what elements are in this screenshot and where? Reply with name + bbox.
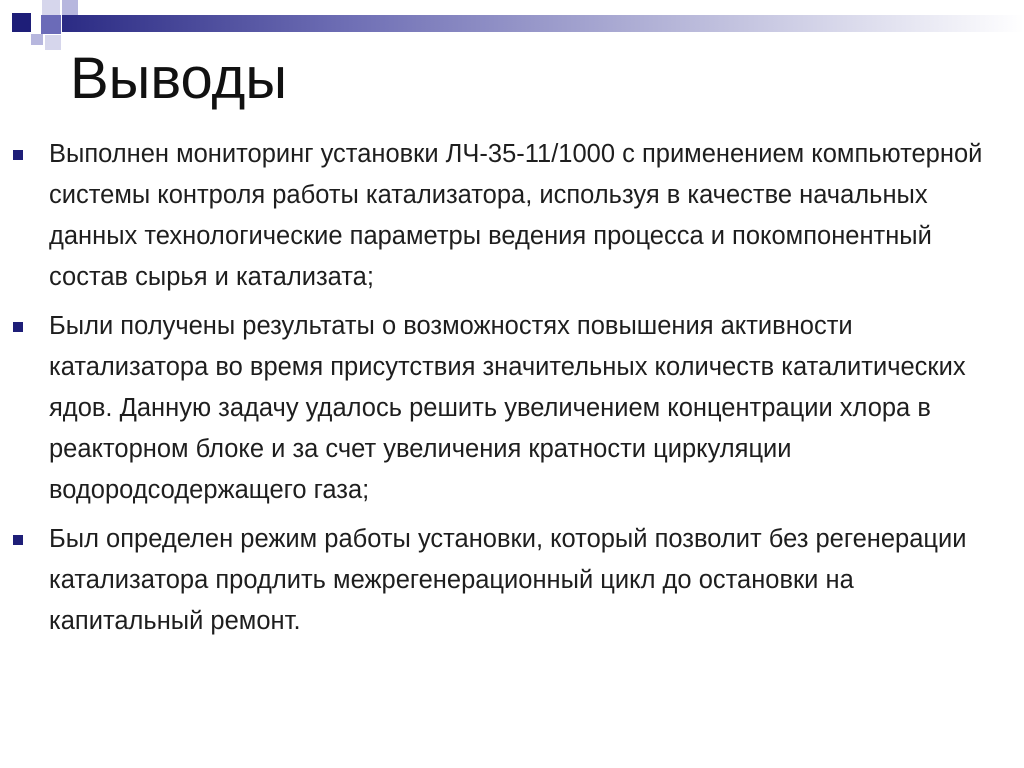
corner-square-decoration (62, 0, 78, 15)
square-bullet-icon (13, 322, 23, 332)
corner-square-decoration (41, 15, 61, 34)
bullet-text: Выполнен мониторинг установки ЛЧ-35-11/1000 с применением компьютерной системы контроля работы катализатора, используя в качестве начальных данных технологические параметры ведения процесса и покомпонентный состав сырья и катализата; (49, 140, 983, 291)
corner-square-decoration (12, 13, 31, 32)
square-bullet-icon (13, 535, 23, 545)
slide-title: Выводы (70, 46, 288, 111)
square-bullet-icon (13, 150, 23, 160)
bullet-text: Был определен режим работы установки, который позволит без регенерации катализатора продлить межрегенерационный цикл до остановки на капитальный ремонт. (49, 525, 967, 635)
bullet-item (0, 306, 1024, 511)
bullet-list (0, 134, 1024, 650)
corner-square-decoration (42, 0, 60, 15)
corner-square-decoration (45, 35, 61, 50)
bullet-item (0, 519, 1024, 642)
bullet-text: Были получены результаты о возможностях повышения активности катализатора во время присутствия значительных количеств каталитических ядов. Данную задачу удалось решить увеличением концентрации хлора в реакторном блоке и за счет увеличения кратности циркуляции водородсодержащего газа; (49, 312, 966, 504)
bullet-item (0, 134, 1024, 298)
header-gradient-bar (62, 15, 1024, 32)
corner-square-decoration (31, 34, 43, 45)
